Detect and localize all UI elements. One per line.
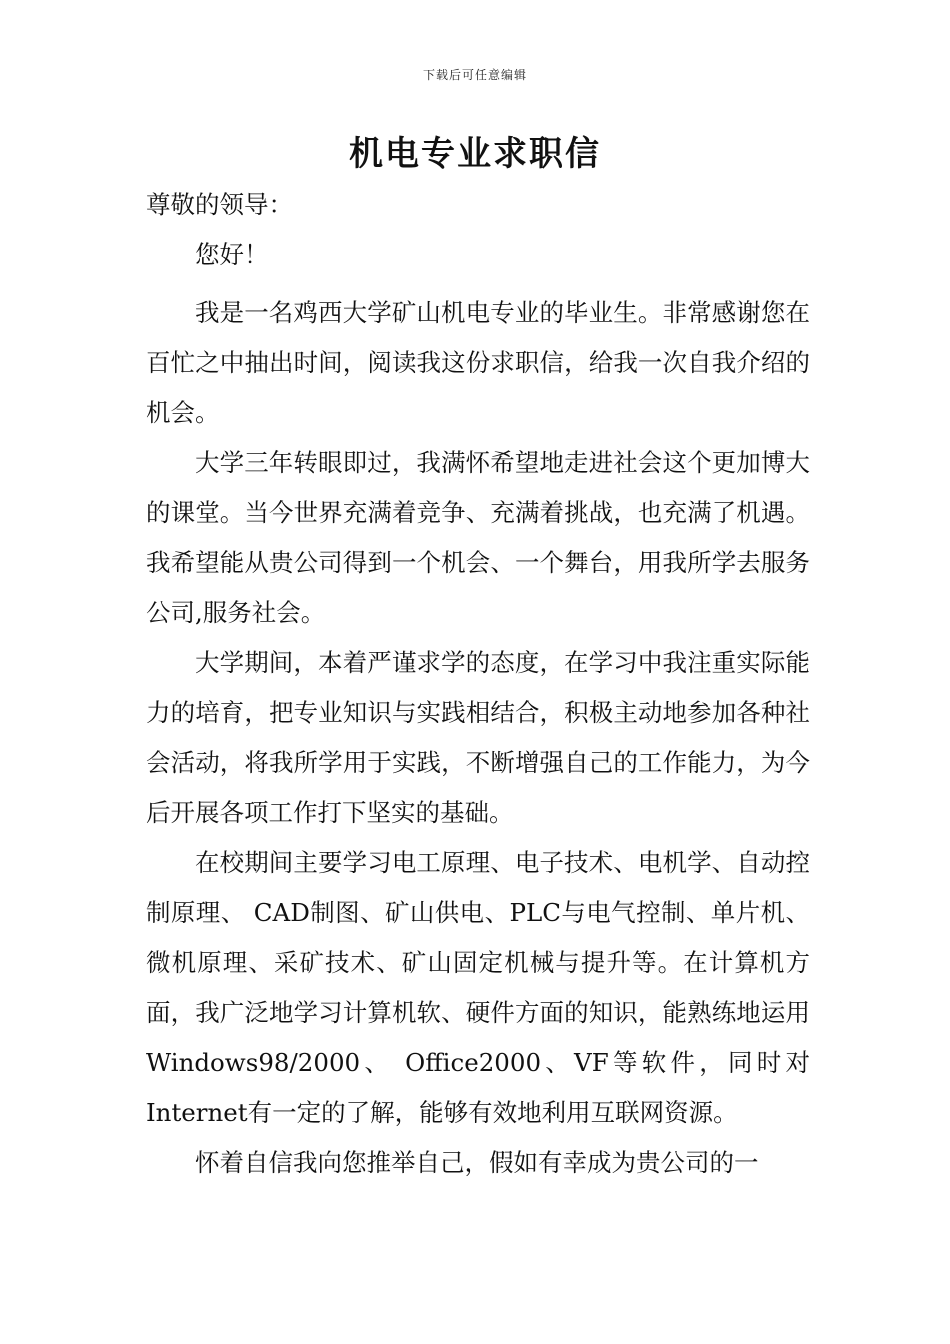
paragraph: 大学期间，本着严谨求学的态度，在学习中我注重实际能力的培育，把专业知识与实践相结合，积极主动地参加各种社会活动，将我所学用于实践，不断增强自己的工作能力，为今后开展各项工作打下坚实的基础。 (146, 648, 810, 827)
greeting: 您好！ (195, 240, 269, 269)
paragraph: 我是一名鸡西大学矿山机电专业的毕业生。非常感谢您在百忙之中抽出时间，阅读我这份求职信，给我一次自我介绍的机会。 (146, 298, 810, 427)
salutation: 尊敬的领导： (146, 190, 293, 219)
letter-body (146, 180, 810, 1188)
paragraph: 怀着自信我向您推举自己，假如有幸成为贵公司的一 (195, 1148, 759, 1177)
document-title: 机电专业求职信 (349, 134, 601, 174)
header-note: 下载后可任意编辑 (422, 68, 527, 82)
paragraph: 在校期间主要学习电工原理、电子技术、电机学、自动控制原理、 CAD制图、矿山供电、PLC与电气控制、单片机、微机原理、采矿技术、矿山固定机械与提升等。在计算机方面，我广泛地学习计算机软、硬件方面的知识，能熟练地运用 Windows98/2000、 Office2000、VF等软件，同时对Internet有一定的了解，能够有效地利用互联网资源。 (146, 848, 810, 1127)
paragraph: 大学三年转眼即过，我满怀希望地走进社会这个更加博大的课堂。当今世界充满着竞争、充满着挑战，也充满了机遇。我希望能从贵公司得到一个机会、一个舞台，用我所学去服务公司,服务社会。 (146, 448, 810, 627)
